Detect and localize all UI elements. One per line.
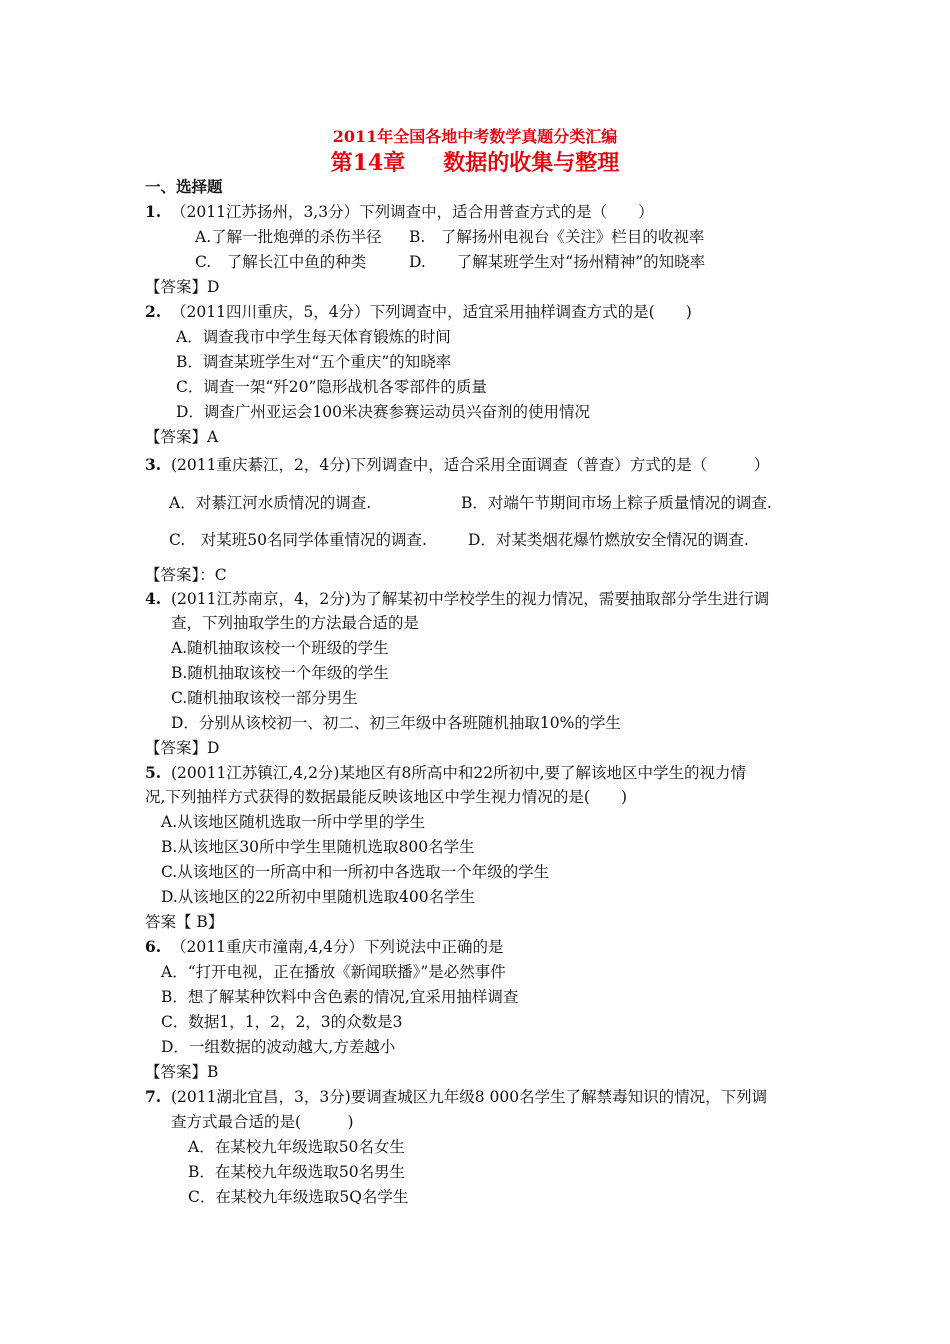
question-text: (2011重庆綦江，2，4分)下列调查中，适合采用全面调查（普查）方式的是（ ） — [171, 456, 770, 474]
question-number: 7. — [145, 1087, 162, 1106]
question-text: （2011四川重庆，5，4分）下列调查中，适宜采用抽样调查方式的是( ) — [171, 303, 692, 321]
question-2-option-b: B．调查某班学生对“五个重庆”的知晓率 — [176, 353, 452, 371]
question-4-option-b: B.随机抽取该校一个年级的学生 — [171, 664, 389, 682]
question-number: 4. — [145, 589, 162, 608]
question-4-option-a: A.随机抽取该校一个班级的学生 — [171, 639, 389, 657]
question-text: (2011湖北宜昌，3，3分)要调查城区九年级8 000名学生了解禁毒知识的情况，下列调 — [171, 1088, 768, 1106]
question-number: 6. — [145, 937, 162, 956]
chapter-title — [0, 146, 950, 177]
question-3-option-d: D．对某类烟花爆竹燃放安全情况的调查. — [468, 531, 749, 549]
question-3-stem — [145, 455, 769, 475]
question-6-option-b: B．想了解某种饮料中含色素的情况,宜采用抽样调查 — [161, 988, 519, 1006]
question-text: (2011江苏南京，4，2分)为了解某初中学校学生的视力情况，需要抽取部分学生进行调 — [171, 590, 770, 608]
question-5-option-b: B.从该地区30所中学生里随机选取800名学生 — [161, 838, 475, 856]
question-3-option-c: C. 对某班50名同学体重情况的调查. — [169, 531, 427, 549]
question-3-option-b: B．对端午节期间市场上粽子质量情况的调查. — [461, 494, 772, 512]
question-2-option-a: A．调查我市中学生每天体育锻炼的时间 — [176, 328, 451, 346]
question-5-stem — [145, 763, 746, 783]
question-4-stem-cont: 查，下列抽取学生的方法最合适的是 — [171, 614, 420, 632]
question-6-option-d: D．一组数据的波动越大,方差越小 — [161, 1038, 396, 1056]
question-2-stem — [145, 302, 692, 322]
question-7-option-c: C．在某校九年级选取5Q名学生 — [188, 1188, 409, 1206]
question-number: 2. — [145, 302, 162, 321]
question-6-option-c: C．数据1，1，2，2，3的众数是3 — [161, 1013, 403, 1031]
question-1-option-a: A.了解一批炮弹的杀伤半径 — [195, 228, 382, 246]
question-4-answer: 【答案】D — [145, 739, 220, 757]
chapter-number: 第14章 — [330, 150, 406, 176]
question-1-option-b: B. 了解扬州电视台《关注》栏目的收视率 — [409, 228, 705, 246]
question-7-option-b: B．在某校九年级选取50名男生 — [188, 1163, 406, 1181]
document-title: 2011年全国各地中考数学真题分类汇编 — [332, 127, 618, 146]
question-3-option-a: A．对綦江河水质情况的调查. — [169, 494, 372, 512]
question-2-option-c: C．调查一架“歼20”隐形战机各零部件的质量 — [176, 378, 487, 396]
question-1-answer: 【答案】D — [145, 278, 220, 296]
question-5-option-d: D.从该地区的22所初中里随机选取400名学生 — [161, 888, 476, 906]
question-6-stem — [145, 937, 504, 957]
question-number: 3. — [145, 455, 162, 474]
question-6-answer: 【答案】B — [145, 1063, 219, 1081]
question-number: 5. — [145, 763, 162, 782]
question-2-option-d: D．调查广州亚运会100米决赛参赛运动员兴奋剂的使用情况 — [176, 403, 591, 421]
question-3-answer: 【答案】：C — [145, 566, 227, 584]
question-7-stem — [145, 1087, 767, 1107]
question-7-option-a: A．在某校九年级选取50名女生 — [188, 1138, 405, 1156]
question-5-option-a: A.从该地区随机选取一所中学里的学生 — [161, 813, 426, 831]
question-5-stem-cont: 况,下列抽样方式获得的数据最能反映该地区中学生视力情况的是( ) — [145, 788, 628, 806]
question-1-stem — [145, 202, 654, 222]
question-1-option-c: C. 了解长江中鱼的种类 — [195, 253, 367, 271]
question-4-option-d: D．分别从该校初一、初二、初三年级中各班随机抽取10%的学生 — [171, 714, 621, 732]
question-text: (20011江苏镇江,4,2分)某地区有8所高中和22所初中,要了解该地区中学生的视力情 — [171, 764, 746, 782]
question-7-stem-cont: 查方式最合适的是( ) — [171, 1113, 354, 1131]
question-4-stem — [145, 589, 769, 609]
question-number: 1. — [145, 202, 162, 221]
question-text: （2011江苏扬州，3,3分）下列调查中，适合用普查方式的是（ ） — [171, 203, 654, 221]
question-5-answer: 答案【 B】 — [145, 913, 224, 931]
question-2-answer: 【答案】A — [145, 428, 219, 446]
chapter-name: 数据的收集与整理 — [443, 150, 620, 176]
question-6-option-a: A．“打开电视，正在播放《新闻联播》”是必然事件 — [161, 963, 506, 981]
question-5-option-c: C.从该地区的一所高中和一所初中各选取一个年级的学生 — [161, 863, 550, 881]
section-heading: 一、选择题 — [145, 177, 223, 196]
question-1-option-d: D. 了解某班学生对“扬州精神”的知晓率 — [409, 253, 706, 271]
question-4-option-c: C.随机抽取该校一部分男生 — [171, 689, 358, 707]
question-text: （2011重庆市潼南,4,4分）下列说法中正确的是 — [171, 938, 504, 956]
